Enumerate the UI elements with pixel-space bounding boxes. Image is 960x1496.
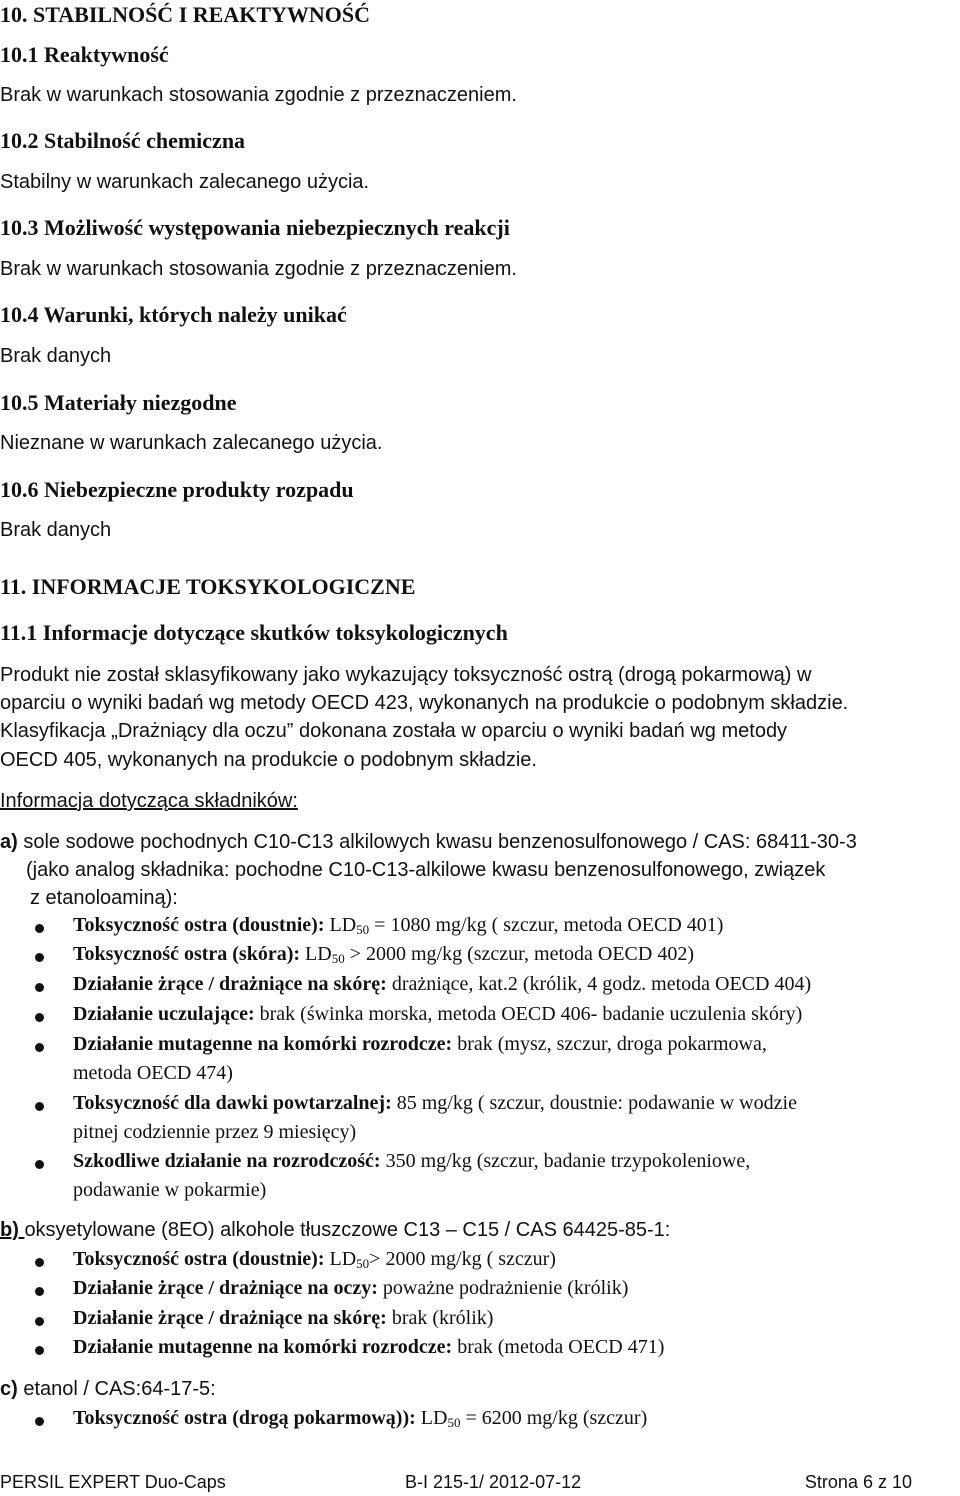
text-10-4: Brak danych	[0, 345, 112, 367]
paragraph-line: OECD 405, wykonanych na produkcie o podobnym składzie.	[0, 749, 537, 771]
bullet-icon	[35, 1043, 44, 1052]
ingredient-a-line3: z etanoloaminą):	[30, 887, 178, 909]
bullet-icon	[35, 1317, 44, 1326]
bullet-icon	[35, 1102, 44, 1111]
paragraph-line: Klasyfikacja „Drażniący dla oczu” dokonana została w oparciu o wyniki badań wg metody	[0, 720, 788, 742]
section-11-title: 11. INFORMACJE TOKSYKOLOGICZNE	[0, 574, 416, 599]
list-item-continuation: podawanie w pokarmie)	[73, 1179, 267, 1201]
ingredient-a-line1: a) sole sodowe pochodnych C10-C13 alkilowych kwasu benzenosulfonowego / CAS: 68411-30-3	[0, 831, 857, 853]
list-item: Toksyczność ostra (drogą pokarmową)): $LD_{50} = 6200$ mg/kg (szczur)	[73, 1407, 648, 1430]
footer-page-number: Strona 6 z 10	[804, 1472, 912, 1492]
bullet-icon	[35, 1258, 44, 1267]
bullet-icon	[35, 1417, 44, 1426]
heading-10-6: 10.6 Niebezpieczne produkty rozpadu	[0, 477, 354, 502]
text-10-1: Brak w warunkach stosowania zgodnie z przeznaczeniem.	[0, 84, 517, 106]
heading-10-3: 10.3 Możliwość występowania niebezpiecznych reakcji	[0, 215, 510, 240]
bullet-icon	[35, 1013, 44, 1022]
list-item-continuation: pitnej codziennie przez 9 miesięcy)	[73, 1121, 357, 1143]
list-item: Działanie żrące / drażniące na skórę: brak (królik)	[73, 1307, 494, 1329]
text-10-2: Stabilny w warunkach zalecanego użycia.	[0, 171, 370, 193]
paragraph-line: Produkt nie został sklasyfikowany jako wykazujący toksyczność ostrą (drogą pokarmową) w	[0, 664, 812, 686]
bullet-icon	[35, 953, 44, 962]
ingredient-b-line1: b) oksyetylowane (8EO) alkohole tłuszczowe C13 – C15 / CAS 64425-85-1:	[0, 1219, 671, 1241]
footer-document-code: B-I 215-1/ 2012-07-12	[405, 1472, 582, 1492]
bullet-icon	[35, 1287, 44, 1296]
text-10-3: Brak w warunkach stosowania zgodnie z przeznaczeniem.	[0, 258, 517, 280]
ingredient-b-label: b)	[0, 1219, 25, 1241]
list-item: Działanie mutagenne na komórki rozrodcze: brak (metoda OECD 471)	[73, 1336, 665, 1358]
list-item: Działanie mutagenne na komórki rozrodcze: brak (mysz, szczur, droga pokarmowa,	[73, 1033, 767, 1055]
list-item: Szkodliwe działanie na rozrodczość: 350 mg/kg (szczur, badanie trzypokoleniowe,	[73, 1150, 751, 1172]
ingredients-info-heading: Informacja dotycząca składników:	[0, 790, 298, 812]
ingredient-a-label: a)	[0, 831, 18, 853]
section-10-title: 10. STABILNOŚĆ I REAKTYWNOŚĆ	[0, 2, 371, 27]
text-10-5: Nieznane w warunkach zalecanego użycia.	[0, 432, 383, 454]
list-item: Toksyczność ostra (doustnie): $LD_{50}> 2000$ mg/kg ( szczur)	[73, 1248, 556, 1271]
ingredient-a-line2: (jako analog składnika: pochodne C10-C13-alkilowe kwasu benzenosulfonowego, związek	[26, 859, 826, 881]
list-item: Działanie żrące / drażniące na oczy: poważne podrażnienie (królik)	[73, 1277, 629, 1299]
list-item: Działanie uczulające: brak (świnka morska, metoda OECD 406- badanie uczulenia skóry)	[73, 1003, 803, 1025]
heading-10-2: 10.2 Stabilność chemiczna	[0, 128, 246, 153]
bullet-icon	[35, 983, 44, 992]
ingredient-c-label: c)	[0, 1378, 18, 1400]
list-item: Toksyczność ostra (doustnie): $LD_{50} = 1080$ mg/kg ( szczur, metoda OECD 401)	[73, 914, 724, 937]
heading-10-5: 10.5 Materiały niezgodne	[0, 390, 237, 415]
heading-11-1: 11.1 Informacje dotyczące skutków toksykologicznych	[0, 620, 508, 645]
list-item: Działanie żrące / drażniące na skórę: drażniące, kat.2 (królik, 4 godz. metoda OECD 404)	[73, 973, 812, 995]
paragraph-line: oparciu o wyniki badań wg metody OECD 423, wykonanych na produkcie o podobnym składzie.	[0, 692, 849, 714]
ingredient-c-line1: c) etanol / CAS:64-17-5:	[0, 1378, 216, 1400]
text-10-6: Brak danych	[0, 519, 112, 541]
bullet-icon	[35, 1160, 44, 1169]
bullet-icon	[35, 924, 44, 933]
list-item: Toksyczność ostra (skóra): $LD_{50} > 2000$ mg/kg (szczur, metoda OECD 402)	[73, 943, 694, 966]
footer-product-name: PERSIL EXPERT Duo-Caps	[0, 1472, 226, 1492]
list-item-continuation: metoda OECD 474)	[73, 1062, 233, 1084]
heading-10-4: 10.4 Warunki, których należy unikać	[0, 302, 347, 327]
bullet-icon	[35, 1346, 44, 1355]
list-item: Toksyczność dla dawki powtarzalnej: 85 mg/kg ( szczur, doustnie: podawanie w wodzie	[73, 1092, 797, 1114]
heading-10-1: 10.1 Reaktywność	[0, 42, 169, 67]
